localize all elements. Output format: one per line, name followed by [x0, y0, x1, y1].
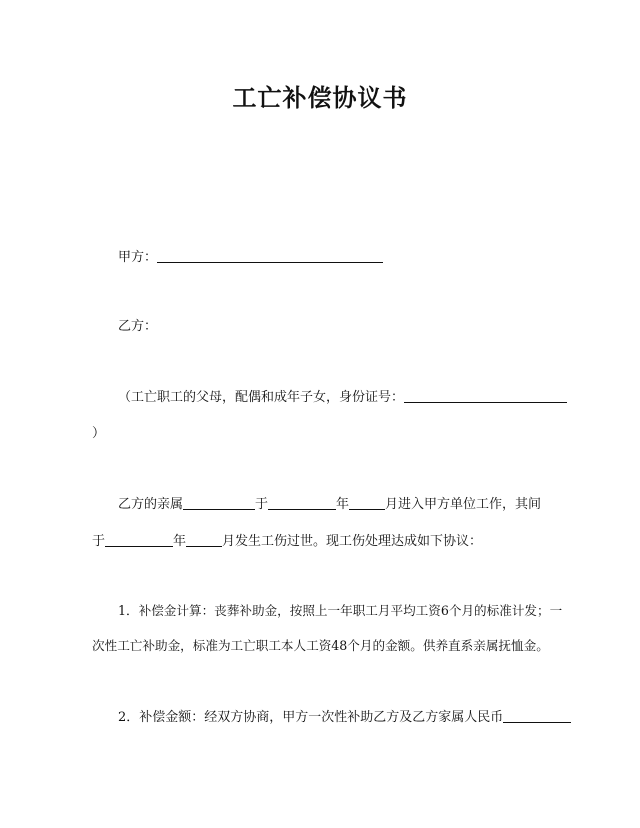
- intro-text-yu: 于: [255, 497, 269, 512]
- death-month-blank: [186, 532, 222, 547]
- intro-text-yu2: 于: [92, 534, 106, 549]
- relatives-note-close-line: [92, 425, 105, 443]
- party-a-blank: [157, 248, 383, 263]
- intro-text-relative: 乙方的亲属: [118, 497, 184, 512]
- clause-1-line-1: 1．补偿金计算：丧葬补助金，按照上一年职工月平均工资6个月的标准计发；一: [118, 603, 563, 618]
- party-a-label: 甲方：: [118, 250, 158, 265]
- intro-text-nian2: 年: [173, 534, 187, 549]
- relative-name-blank: [183, 495, 255, 510]
- clause-2-line-1: [118, 708, 571, 727]
- relatives-note-text: （工亡职工的父母，配偶和成年子女，身份证号：: [118, 390, 405, 405]
- death-year-blank: [105, 532, 173, 547]
- party-a-line: [118, 248, 383, 267]
- document-title: 工亡补偿协议书: [232, 84, 408, 112]
- clause-2-text: 2．补偿金额：经双方协商，甲方一次性补助乙方及乙方家属人民币: [118, 710, 504, 725]
- relatives-note-line: [118, 388, 567, 407]
- intro-line-1: [118, 495, 541, 514]
- id-number-blank: [404, 388, 567, 403]
- join-month-blank: [349, 495, 385, 510]
- clause-1-line-2: 次性工亡补助金，标准为工亡职工本人工资48个月的金额。供养直系亲属抚恤金。: [92, 638, 549, 653]
- party-b-label: 乙方：: [118, 319, 158, 334]
- intro-text-join: 月进入甲方单位工作，其间: [385, 497, 542, 512]
- party-b-line: [118, 318, 157, 336]
- intro-text-death: 月发生工伤过世。现工伤处理达成如下协议：: [222, 534, 483, 549]
- join-year-blank: [268, 495, 336, 510]
- intro-line-2: [92, 532, 482, 551]
- amount-blank: [503, 708, 571, 723]
- relatives-note-close: ）: [92, 426, 106, 441]
- intro-text-nian: 年: [336, 497, 350, 512]
